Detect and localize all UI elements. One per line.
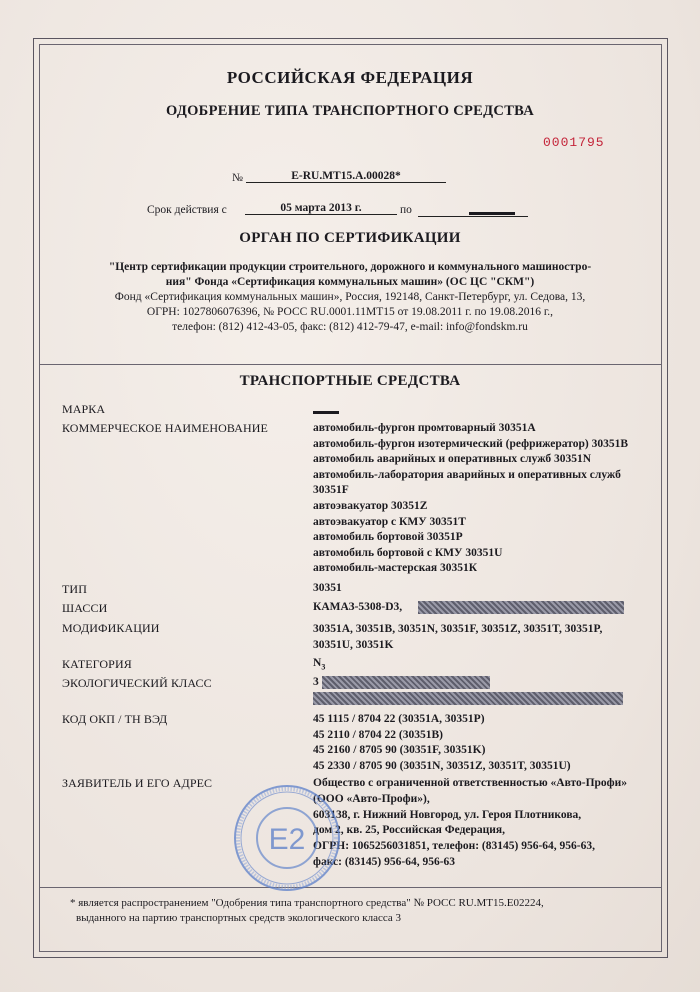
validity-to-label: по: [400, 204, 412, 216]
vehicles-heading: ТРАНСПОРТНЫЕ СРЕДСТВА: [239, 373, 461, 389]
cert-body-heading: ОРГАН ПО СЕРТИФИКАЦИИ: [239, 230, 461, 246]
commercial-name: автомобиль-лаборатория аварийных и оперативных служб: [313, 468, 621, 481]
official-stamp: [232, 783, 342, 893]
chassis-label: ШАССИ: [62, 601, 108, 615]
category-letter: N: [313, 657, 322, 669]
cert-body-line-1: "Центр сертификации продукции строительного, дорожного и коммунального машиностро-: [108, 261, 592, 273]
commercial-name-label: КОММЕРЧЕСКОЕ НАИМЕНОВАНИЕ: [62, 421, 268, 435]
validity-to-line: [418, 216, 528, 217]
commercial-name-list: [313, 421, 628, 577]
section-divider: [39, 364, 662, 365]
category-label: КАТЕГОРИЯ: [62, 657, 132, 671]
applicant-line: (ООО «Авто-Профи»),: [313, 792, 430, 805]
applicant-line: дом 2, кв. 25, Российская Федерация,: [313, 824, 505, 837]
category-subscript: 3: [321, 662, 326, 672]
type-label: ТИП: [62, 582, 87, 596]
commercial-name: автомобиль-фургон изотермический (рефрижератор) 30351В: [313, 437, 629, 450]
eco-class-value: 3: [313, 676, 319, 688]
commercial-name: автоэвакуатор 30351Z: [313, 499, 428, 512]
cert-body-line-2: ния" Фонда «Сертификация коммунальных машин» (ОС ЦС "СКМ"): [165, 276, 535, 288]
commercial-name: автомобиль-фургон промтоварный 30351А: [313, 422, 536, 434]
applicant-address: [313, 776, 627, 871]
modifications-line: 30351U, 30351K: [313, 639, 394, 651]
applicant-line: 603138, г. Нижний Новгород, ул. Героя Плотникова,: [313, 808, 582, 821]
commercial-name: автомобиль-мастерская 30351К: [313, 562, 478, 575]
category-value: [313, 657, 325, 671]
approval-number: E-RU.MT15.A.00028*: [246, 170, 446, 183]
commercial-name: автоэвакуатор с КМУ 30351Т: [313, 515, 466, 528]
okp-code-line: 45 2160 / 8705 90 (30351F, 30351K): [313, 744, 486, 757]
serial-number: 0001795: [543, 135, 605, 150]
validity-label: Срок действия с: [147, 204, 227, 216]
type-value: 30351: [313, 582, 342, 594]
commercial-name: автомобиль бортовой с КМУ 30351U: [313, 546, 503, 559]
okp-code-line: 45 2110 / 8704 22 (30351B): [313, 728, 444, 741]
applicant-line: ОГРН: 1065256031851, телефон: (83145) 956-64, 956-63,: [313, 840, 595, 853]
cert-body-line-4: ОГРН: 1027806076396, № РОСС RU.0001.11МТ15 от 19.08.2011 г. по 19.08.2016 г.,: [146, 306, 554, 318]
validity-to-dash: [469, 212, 515, 215]
cert-body-line-5: телефон: (812) 412-43-05, факс: (812) 412-79-47, e-mail: info@fondskm.ru: [172, 321, 528, 333]
validity-from: 05 марта 2013 г.: [245, 202, 397, 215]
redacted-chassis: [418, 601, 624, 614]
applicant-line: Общество с ограниченной ответственностью «Авто-Профи»: [313, 777, 627, 789]
modifications-line: 30351А, 30351В, 30351N, 30351F, 30351Z, 30351T, 30351P,: [313, 623, 603, 635]
okp-code-list: [313, 712, 571, 774]
country-title: РОССИЙСКАЯ ФЕДЕРАЦИЯ: [226, 68, 474, 87]
redacted-eco-line-1: [322, 676, 490, 689]
brand-value-dash: [313, 411, 339, 414]
okp-code-line: 45 2330 / 8705 90 (30351N, 30351Z, 30351T, 30351U): [313, 759, 571, 772]
eco-class-label: ЭКОЛОГИЧЕСКИЙ КЛАСС: [62, 676, 212, 690]
chassis-value: КАМАЗ-5308-D3,: [313, 601, 403, 613]
document-title: ОДОБРЕНИЕ ТИПА ТРАНСПОРТНОГО СРЕДСТВА: [165, 103, 535, 119]
number-label: №: [232, 172, 243, 184]
commercial-name: 30351F: [313, 484, 349, 497]
footnote-line-2: выданного на партию транспортных средств экологического класса 3: [76, 912, 401, 924]
modifications-label: МОДИФИКАЦИИ: [62, 621, 160, 635]
commercial-name: автомобиль аварийных и оперативных служб 30351N: [313, 453, 592, 466]
commercial-name: автомобиль бортовой 30351Р: [313, 531, 463, 544]
cert-body-line-3: Фонд «Сертификация коммунальных машин», Россия, 192148, Санкт-Петербург, ул. Седова, 13,: [114, 291, 586, 303]
footnote-line-1: * является распространением "Одобрения типа транспортного средства" № РОСС RU.MT15.E02224,: [70, 897, 544, 909]
stamp-center-text: E2: [268, 823, 306, 856]
applicant-line: факс: (83145) 956-64, 956-63: [313, 855, 456, 868]
redacted-eco-line-2: [313, 692, 623, 705]
footnote-divider: [39, 887, 662, 888]
brand-label: МАРКА: [62, 402, 106, 416]
okp-code-label: КОД ОКП / ТН ВЭД: [62, 712, 168, 726]
modifications-list: [313, 621, 602, 653]
okp-code-line: 45 1115 / 8704 22 (30351A, 30351P): [313, 713, 485, 725]
applicant-label: ЗАЯВИТЕЛЬ И ЕГО АДРЕС: [62, 776, 213, 790]
